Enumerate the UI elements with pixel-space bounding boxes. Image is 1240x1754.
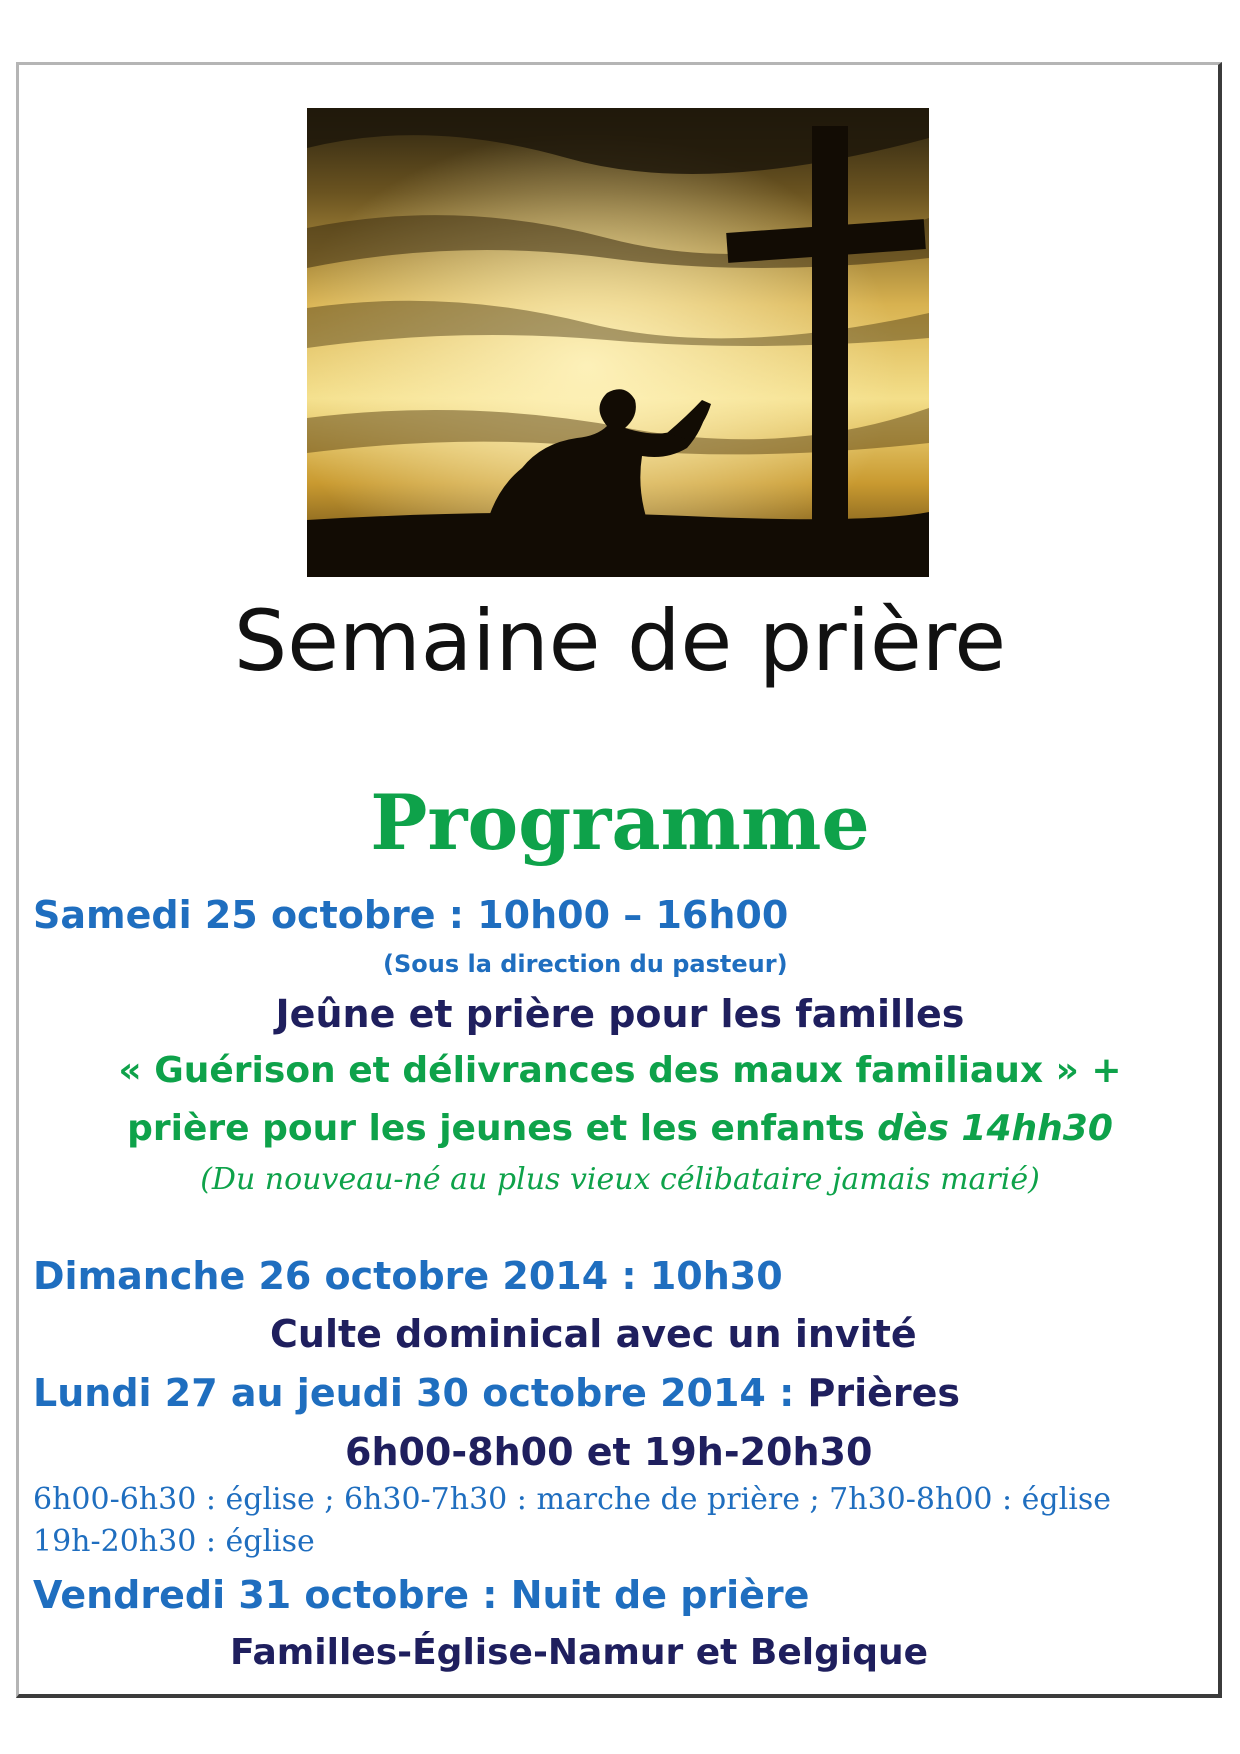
sunday-date-time: Dimanche 26 octobre 2014 : 10h30: [33, 1254, 783, 1298]
friday-line: [33, 1573, 809, 1617]
weekdays-date: Lundi 27 au jeudi 30 octobre 2014 :: [33, 1371, 808, 1415]
saturday-note: (Du nouveau-né au plus vieux célibataire jamais marié): [200, 1162, 1040, 1197]
weekdays-event: Prières: [807, 1371, 961, 1415]
youth-line-text: prière pour les jeunes et les enfants: [127, 1108, 878, 1149]
saturday-youth-line: [0, 1108, 1240, 1149]
saturday-date-time: Samedi 25 octobre : 10h00 – 16h00: [33, 893, 789, 937]
saturday-theme: Jeûne et prière pour les familles: [275, 992, 965, 1036]
page-title: Semaine de prière: [233, 592, 1007, 690]
sunday-event: Culte dominical avec un invité: [270, 1312, 917, 1356]
cross-prayer-photo: [307, 108, 929, 577]
friday-event: Nuit de prière: [510, 1573, 810, 1617]
saturday-subtitle: « Guérison et délivrances des maux familiaux » +: [118, 1050, 1122, 1091]
weekdays-detail-1: 6h00-6h30 : église ; 6h30-7h30 : marche de prière ; 7h30-8h00 : église: [33, 1482, 1111, 1517]
programme-heading: Programme: [370, 778, 870, 867]
weekdays-hours: 6h00-8h00 et 19h-20h30: [345, 1430, 873, 1474]
friday-subject: Familles-Église-Namur et Belgique: [230, 1632, 929, 1673]
saturday-direction: (Sous la direction du pasteur): [383, 950, 788, 978]
friday-date: Vendredi 31 octobre :: [33, 1573, 511, 1617]
weekdays-detail-2: 19h-20h30 : église: [33, 1524, 315, 1559]
youth-time: dès 14hh30: [877, 1108, 1113, 1149]
weekdays-line: [33, 1371, 960, 1415]
